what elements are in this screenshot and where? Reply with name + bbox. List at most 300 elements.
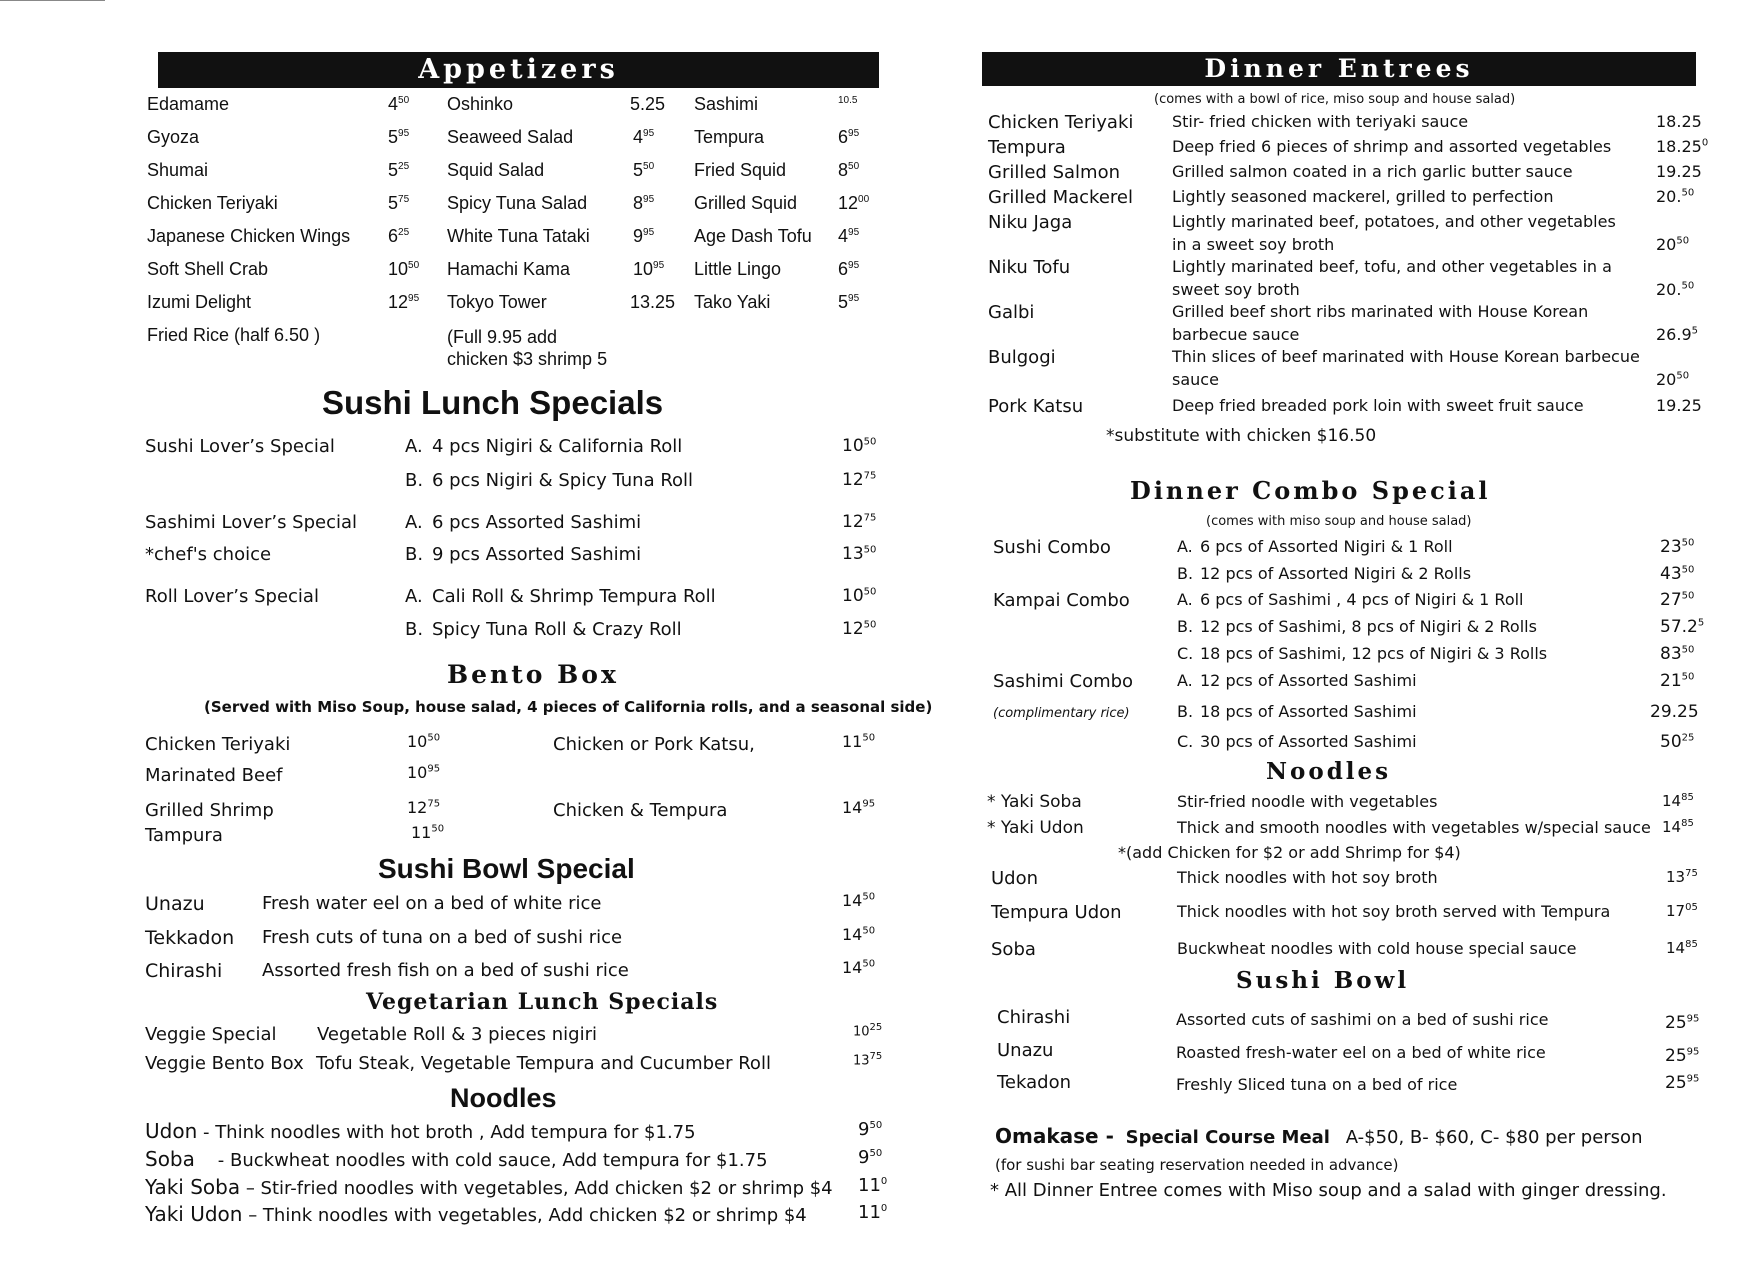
combo-price: [1660, 537, 1694, 557]
special-desc: Spicy Tuna Roll & Crazy Roll: [432, 619, 682, 640]
bento-title: Bento Box: [447, 660, 619, 689]
bento-item: Tampura: [145, 825, 223, 846]
combo-price: [1660, 671, 1694, 691]
combo-option: A.: [1177, 671, 1193, 690]
lunch-noodle-name: Yaki Soba: [145, 1175, 241, 1199]
lunch-noodle-price-main: 9: [858, 1119, 870, 1140]
appetizer-price-main: 12: [838, 193, 859, 213]
special-option: B.: [405, 470, 424, 491]
dinner-noodle-name: Udon: [991, 868, 1039, 889]
combo-price: [1660, 644, 1694, 664]
entree-price-cents: 50: [1676, 235, 1690, 247]
veg-price: [853, 1051, 882, 1068]
fried-rice-note-2: chicken $3 shrimp 5: [447, 349, 608, 369]
sushi-lunch-title: Sushi Lunch Specials: [322, 384, 664, 421]
bento-price-main: 10: [407, 732, 428, 751]
special-price: [842, 436, 876, 456]
entree-price-main: 19.25: [1656, 396, 1702, 415]
special-price-main: 12: [842, 619, 864, 639]
appetizer-price: [388, 226, 409, 247]
lunch-noodle-row: [145, 1202, 807, 1226]
appetizer-name: Tempura: [694, 127, 765, 147]
appetizer-price: [838, 160, 859, 181]
bento-item: Chicken & Tempura: [553, 800, 728, 821]
entree-desc-line-2: sauce: [1172, 370, 1219, 389]
special-option: B.: [405, 544, 424, 565]
combo-name: Sushi Combo: [993, 537, 1111, 558]
bento-price: [407, 763, 440, 782]
combo-price: [1660, 617, 1704, 637]
appetizer-price-main: 10: [388, 259, 409, 279]
entree-desc-line-2: in a sweet soy broth: [1172, 235, 1335, 254]
omakase-line: [995, 1124, 1642, 1148]
entree-desc: Lightly marinated beef, tofu, and other vegetables in a: [1172, 257, 1612, 276]
entree-name: Grilled Mackerel: [988, 187, 1133, 208]
dinner-noodle-desc: Stir-fried noodle with vegetables: [1177, 792, 1438, 811]
dinner-bowl-price-cents: 95: [1686, 1013, 1700, 1025]
bowl-special-price-cents: 50: [862, 958, 876, 970]
appetizer-price-cents: 95: [848, 260, 860, 271]
appetizer-price-main: 10: [633, 259, 654, 279]
appetizer-name: Squid Salad: [447, 160, 545, 180]
special-desc: 4 pcs Nigiri & California Roll: [432, 436, 683, 457]
appetizer-name: Tako Yaki: [694, 292, 771, 312]
omakase-course: Special Course Meal: [1125, 1127, 1330, 1148]
bowl-special-desc: Assorted fresh fish on a bed of sushi rice: [262, 960, 629, 981]
entree-price-main: 20: [1656, 370, 1677, 389]
appetizer-price-cents: 50: [848, 161, 860, 172]
combo-desc: 30 pcs of Assorted Sashimi: [1200, 732, 1417, 751]
appetizer-name: Hamachi Kama: [447, 259, 571, 279]
appetizer-price-cents: 95: [398, 128, 410, 139]
appetizer-price-main: 6: [838, 127, 849, 147]
appetizer-price-cents: 95: [653, 260, 665, 271]
entree-price: [1656, 325, 1698, 344]
lunch-noodle-row: [145, 1175, 833, 1199]
combo-label-note: (complimentary rice): [993, 706, 1130, 721]
appetizers-header: [158, 52, 879, 88]
veg-price: [853, 1022, 882, 1039]
appetizer-price-cents: 95: [643, 128, 655, 139]
dinner-noodle-price: [1662, 792, 1694, 810]
lunch-noodle-name: Soba: [145, 1147, 195, 1171]
appetizer-name: Seaweed Salad: [447, 127, 574, 147]
appetizer-price: [388, 292, 419, 313]
lunch-noodles-title: Noodles: [450, 1083, 557, 1113]
appetizer-price: [633, 226, 654, 247]
appetizer-price: [633, 127, 654, 148]
entree-name: Niku Tofu: [988, 257, 1071, 278]
appetizer-price-cents: 95: [643, 227, 655, 238]
dinner-sushi-bowl-title: Sushi Bowl: [1236, 967, 1410, 994]
omakase-prices: A-$50, B- $60, C- $80 per person: [1345, 1127, 1643, 1148]
appetizer-price-cents: 95: [643, 194, 655, 205]
bowl-special-price-cents: 50: [862, 925, 876, 937]
combo-name: Kampai Combo: [993, 590, 1130, 611]
combo-desc: 6 pcs of Sashimi , 4 pcs of Nigiri & 1 Roll: [1200, 590, 1524, 609]
bento-price-main: 14: [842, 798, 863, 817]
special-desc: 6 pcs Nigiri & Spicy Tuna Roll: [432, 470, 694, 491]
dinner-noodle-desc: Buckwheat noodles with cold house special sauce: [1177, 939, 1577, 958]
entree-name: Niku Jaga: [988, 212, 1073, 233]
dinner-entrees-note: (comes with a bowl of rice, miso soup and house salad): [1154, 92, 1516, 107]
bento-price-cents: 95: [427, 763, 441, 775]
entree-name: Pork Katsu: [988, 396, 1084, 417]
veg-price-main: 10: [853, 1024, 870, 1040]
appetizer-name: Japanese Chicken Wings: [147, 226, 351, 246]
dinner-bowl-price: [1665, 1046, 1699, 1066]
bento-price-cents: 50: [862, 732, 876, 744]
lunch-noodle-row: [145, 1119, 696, 1143]
appetizer-price: [388, 160, 409, 181]
lunch-noodle-desc: – Think noodles with vegetables, Add chicken $2 or shrimp $4: [242, 1205, 807, 1226]
combo-price-cents: 50: [1681, 564, 1695, 576]
bento-price-main: 10: [407, 763, 428, 782]
appetizer-price: [838, 127, 859, 148]
bento-price: [411, 823, 444, 842]
bowl-special-price-cents: 50: [862, 891, 876, 903]
combo-price: [1660, 590, 1694, 610]
dinner-bowl-name: Chirashi: [997, 1007, 1071, 1028]
appetizer-price-cents: 95: [848, 293, 860, 304]
dinner-noodle-price-main: 13: [1666, 868, 1686, 886]
bento-price-main: 11: [411, 823, 432, 842]
special-option: A.: [405, 436, 423, 457]
entree-name: Chicken Teriyaki: [988, 112, 1134, 133]
dinner-noodle-price-main: 17: [1666, 902, 1686, 920]
dinner-noodle-name: * Yaki Soba: [987, 792, 1082, 812]
lunch-noodle-desc: – Stir-fried noodles with vegetables, Add chicken $2 or shrimp $4: [240, 1178, 833, 1199]
appetizer-price-main: 9: [633, 226, 644, 246]
dinner-bowl-name: Tekadon: [997, 1072, 1071, 1093]
combo-desc: 6 pcs of Assorted Nigiri & 1 Roll: [1200, 537, 1453, 556]
dinner-noodle-name: * Yaki Udon: [987, 818, 1084, 838]
bento-price: [407, 798, 440, 817]
special-price-cents: 50: [863, 436, 877, 448]
appetizer-name: Shumai: [147, 160, 209, 180]
appetizer-price: [838, 193, 869, 214]
dinner-entrees-header: [982, 52, 1696, 86]
appetizer-price-main: 5: [633, 160, 644, 180]
dinner-entrees-title: Dinner Entrees: [1204, 54, 1474, 83]
special-price-cents: 50: [863, 619, 877, 631]
veg-name: Veggie Special: [145, 1024, 277, 1045]
entree-desc: Lightly marinated beef, potatoes, and other vegetables: [1172, 212, 1616, 231]
bento-price: [407, 732, 440, 751]
appetizer-name: Fried Squid: [694, 160, 787, 180]
entree-price: [1656, 187, 1694, 206]
special-desc: 6 pcs Assorted Sashimi: [432, 512, 642, 533]
entree-desc-line-2: barbecue sauce: [1172, 325, 1300, 344]
entree-name: Grilled Salmon: [988, 162, 1120, 183]
lunch-noodle-price: [858, 1147, 882, 1168]
combo-price-cents: 50: [1681, 644, 1695, 656]
bento-item: Chicken Teriyaki: [145, 734, 291, 755]
lunch-noodle-name: Udon: [145, 1119, 198, 1143]
appetizer-price-main: 4: [388, 94, 399, 114]
entree-desc: Deep fried breaded pork loin with sweet fruit sauce: [1172, 396, 1584, 415]
dinner-noodle-price-main: 14: [1662, 792, 1682, 810]
entree-price: [1656, 235, 1689, 254]
appetizer-name: Izumi Delight: [147, 292, 252, 312]
dinner-noodle-price-main: 14: [1662, 818, 1682, 836]
lunch-noodle-price-cents: 0: [880, 1176, 888, 1187]
special-price: [842, 470, 876, 490]
bento-item: Chicken or Pork Katsu,: [553, 734, 755, 755]
dinner-bowl-price: [1665, 1013, 1699, 1033]
appetizer-price-main: 4: [633, 127, 644, 147]
appetizer-price: [838, 94, 857, 115]
bowl-special-desc: Fresh cuts of tuna on a bed of sushi rice: [262, 927, 623, 948]
appetizer-name: Tokyo Tower: [447, 292, 547, 312]
special-price: [842, 512, 876, 532]
bowl-special-price-main: 14: [842, 925, 863, 944]
appetizer-name: Sashimi: [694, 94, 759, 114]
combo-price-main: 29.25: [1650, 702, 1699, 722]
lunch-noodle-price: [858, 1119, 882, 1140]
special-label: Sashimi Lover’s Special: [145, 512, 358, 533]
special-label: Roll Lover’s Special: [145, 586, 319, 607]
dinner-noodle-name: Soba: [991, 939, 1036, 960]
lunch-noodle-name: Yaki Udon: [145, 1202, 243, 1226]
appetizer-name: Age Dash Tofu: [694, 226, 812, 246]
entree-price-cents: 50: [1681, 187, 1695, 199]
dinner-combo-note: (comes with miso soup and house salad): [1206, 514, 1472, 529]
special-label: Sushi Lover’s Special: [145, 436, 335, 457]
bowl-special-price: [842, 891, 875, 910]
entree-desc: Thin slices of beef marinated with House Korean barbecue: [1172, 347, 1640, 366]
combo-price-cents: 5: [1697, 617, 1705, 629]
appetizer-price-main: 8: [838, 160, 849, 180]
special-price: [842, 586, 876, 606]
appetizer-price-cents: 95: [408, 293, 420, 304]
entree-price: [1656, 280, 1694, 299]
lunch-noodle-price-cents: 50: [869, 1120, 883, 1131]
veg-desc: Vegetable Roll & 3 pieces nigiri: [317, 1024, 597, 1045]
entree-price-cents: 5: [1691, 325, 1698, 337]
dinner-noodle-price-cents: 75: [1685, 868, 1698, 879]
dinner-combo-title: Dinner Combo Special: [1130, 476, 1491, 505]
dinner-noodle-price: [1666, 868, 1698, 886]
dinner-bowl-price-cents: 95: [1686, 1046, 1700, 1058]
special-price-cents: 50: [863, 544, 877, 556]
dinner-bowl-price: [1665, 1073, 1699, 1093]
appetizer-price-main: 5: [388, 193, 399, 213]
appetizer-price-main: 8: [633, 193, 644, 213]
entree-price-cents: 0: [1701, 137, 1709, 149]
entree-desc: Deep fried 6 pieces of shrimp and assorted vegetables: [1172, 137, 1612, 156]
dinner-noodle-desc: Thick and smooth noodles with vegetables w/special sauce: [1177, 818, 1651, 837]
veg-name: Veggie Bento Box: [145, 1053, 304, 1074]
entree-name: Bulgogi: [988, 347, 1056, 368]
lunch-noodle-price-main: 11: [858, 1202, 881, 1223]
special-option: B.: [405, 619, 424, 640]
bento-note: (Served with Miso Soup, house salad, 4 pieces of California rolls, and a seasonal side): [204, 698, 933, 716]
combo-price-cents: 50: [1681, 537, 1695, 549]
combo-desc: 12 pcs of Assorted Sashimi: [1200, 671, 1417, 690]
combo-option: C.: [1177, 644, 1194, 663]
combo-desc: 12 pcs of Assorted Nigiri & 2 Rolls: [1200, 564, 1472, 583]
appetizer-price: [388, 193, 409, 214]
lunch-noodle-price-main: 9: [858, 1147, 870, 1168]
appetizer-price: [633, 259, 664, 280]
bowl-special-name: Chirashi: [145, 960, 223, 982]
dinner-bowl-name: Unazu: [997, 1040, 1054, 1061]
appetizer-price-cents: 50: [398, 95, 410, 106]
appetizer-price-cents: 50: [408, 260, 420, 271]
dinner-substitute-note: *substitute with chicken $16.50: [1106, 426, 1377, 446]
veg-price-main: 13: [853, 1053, 870, 1069]
lunch-noodle-desc: - Buckwheat noodles with cold sauce, Add tempura for $1.75: [194, 1150, 768, 1171]
combo-price-main: 27: [1660, 590, 1682, 610]
appetizer-name: White Tuna Tataki: [447, 226, 590, 246]
entree-price: [1656, 112, 1702, 131]
bowl-special-price-main: 14: [842, 958, 863, 977]
dinner-noodle-price-cents: 85: [1685, 939, 1698, 950]
entree-price-main: 20: [1656, 235, 1677, 254]
appetizer-price: [838, 226, 859, 247]
dinner-noodle-price-cents: 85: [1681, 818, 1694, 829]
combo-option: A.: [1177, 537, 1193, 556]
lunch-noodle-desc: - Think noodles with hot broth , Add tempura for $1.75: [197, 1122, 696, 1143]
special-price-main: 13: [842, 544, 864, 564]
dinner-bowl-price-main: 25: [1665, 1046, 1687, 1066]
combo-desc: 12 pcs of Sashimi, 8 pcs of Nigiri & 2 Rolls: [1200, 617, 1537, 636]
appetizer-name: Edamame: [147, 94, 230, 114]
dinner-bowl-price-main: 25: [1665, 1073, 1687, 1093]
entree-price: [1656, 370, 1689, 389]
appetizer-name: Soft Shell Crab: [147, 259, 269, 279]
special-price-main: 12: [842, 470, 864, 490]
bento-item: Marinated Beef: [145, 765, 283, 786]
combo-price-main: 21: [1660, 671, 1682, 691]
appetizer-price-main: 5.25: [630, 94, 666, 114]
lunch-noodle-price-cents: 50: [869, 1148, 883, 1159]
appetizer-price: [388, 127, 409, 148]
entree-price-main: 19.25: [1656, 162, 1702, 181]
entree-name: Galbi: [988, 302, 1035, 323]
dinner-noodle-desc: Thick noodles with hot soy broth: [1177, 868, 1438, 887]
combo-price-main: 50: [1660, 732, 1682, 752]
combo-price: [1660, 732, 1694, 752]
dinner-noodle-price: [1666, 902, 1698, 920]
combo-option: C.: [1177, 732, 1194, 751]
appetizer-price-main: 5: [838, 292, 849, 312]
entree-price-main: 18.25: [1656, 137, 1702, 156]
combo-option: B.: [1177, 617, 1194, 636]
appetizer-price-main: 4: [838, 226, 849, 246]
appetizer-price-cents: 75: [398, 194, 410, 205]
dinner-footer-note: * All Dinner Entree comes with Miso soup and a salad with ginger dressing.: [990, 1180, 1667, 1201]
special-option: A.: [405, 512, 423, 533]
appetizer-name: Grilled Squid: [694, 193, 798, 213]
appetizers-title: Appetizers: [418, 54, 619, 85]
entree-price-cents: 50: [1676, 370, 1690, 382]
appetizer-price-cents: 95: [848, 227, 860, 238]
entree-price-main: 20.: [1656, 280, 1682, 299]
bento-price-cents: 50: [427, 732, 441, 744]
bento-item: Grilled Shrimp: [145, 800, 274, 821]
appetizer-price: [633, 193, 654, 214]
combo-name: Sashimi Combo: [993, 671, 1134, 692]
combo-price-main: 83: [1660, 644, 1682, 664]
scan-edge-line: [0, 0, 105, 1]
lunch-noodle-price: [858, 1175, 887, 1196]
appetizer-price-cents: 95: [848, 128, 860, 139]
appetizer-price: [838, 292, 859, 313]
special-label: *chef's choice: [145, 544, 272, 565]
entree-price: [1656, 396, 1702, 415]
appetizer-price: [630, 94, 665, 115]
bowl-special-price: [842, 958, 875, 977]
veg-desc: Tofu Steak, Vegetable Tempura and Cucumber Roll: [316, 1053, 771, 1074]
appetizer-name: Spicy Tuna Salad: [447, 193, 588, 213]
entree-price-main: 26.9: [1656, 325, 1692, 344]
appetizer-price-main: 6: [838, 259, 849, 279]
lunch-noodle-price: [858, 1202, 887, 1223]
combo-price-cents: 50: [1681, 671, 1695, 683]
dinner-noodle-price-main: 14: [1666, 939, 1686, 957]
bento-price: [842, 798, 875, 817]
special-desc: Cali Roll & Shrimp Tempura Roll: [432, 586, 716, 607]
special-price-main: 12: [842, 512, 864, 532]
entree-price: [1656, 137, 1708, 156]
entree-price-main: 18.25: [1656, 112, 1702, 131]
special-price-cents: 50: [863, 586, 877, 598]
entree-price-cents: 50: [1681, 280, 1695, 292]
appetizer-price-cents: 50: [643, 161, 655, 172]
combo-price-cents: 50: [1681, 590, 1695, 602]
combo-price-main: 43: [1660, 564, 1682, 584]
bowl-special-price: [842, 925, 875, 944]
appetizer-price-cents: 25: [398, 227, 410, 238]
appetizer-price: [388, 94, 409, 115]
appetizer-price-cents: 10.5: [838, 95, 858, 106]
special-option: A.: [405, 586, 423, 607]
bento-price-main: 11: [842, 732, 863, 751]
dinner-noodle-name: Tempura Udon: [991, 902, 1122, 923]
special-price-cents: 75: [863, 470, 877, 482]
omakase-note: (for sushi bar seating reservation needed in advance): [995, 1156, 1399, 1174]
appetizer-price: [633, 160, 654, 181]
dinner-bowl-price-cents: 95: [1686, 1073, 1700, 1085]
dinner-bowl-desc: Roasted fresh-water eel on a bed of white rice: [1176, 1043, 1546, 1062]
appetizer-price: [388, 259, 419, 280]
bento-price-cents: 50: [431, 823, 445, 835]
appetizer-price-main: 6: [388, 226, 399, 246]
lunch-noodle-price-main: 11: [858, 1175, 881, 1196]
entree-desc: Stir- fried chicken with teriyaki sauce: [1172, 112, 1469, 131]
special-price-main: 10: [842, 436, 864, 456]
bento-price-cents: 95: [862, 798, 876, 810]
entree-desc: Lightly seasoned mackerel, grilled to perfection: [1172, 187, 1554, 206]
combo-desc: 18 pcs of Sashimi, 12 pcs of Nigiri & 3 Rolls: [1200, 644, 1548, 663]
appetizer-price-cents: 00: [858, 194, 870, 205]
special-price-cents: 75: [863, 512, 877, 524]
vegetarian-lunch-title: Vegetarian Lunch Specials: [366, 989, 719, 1015]
dinner-bowl-desc: Assorted cuts of sashimi on a bed of sushi rice: [1176, 1010, 1549, 1029]
bowl-special-name: Tekkadon: [145, 927, 235, 949]
fried-rice-note-1: (Full 9.95 add: [447, 327, 558, 347]
special-price-main: 10: [842, 586, 864, 606]
entree-desc: Grilled salmon coated in a rich garlic butter sauce: [1172, 162, 1573, 181]
combo-price: [1650, 702, 1699, 722]
entree-price: [1656, 162, 1702, 181]
special-desc: 9 pcs Assorted Sashimi: [432, 544, 642, 565]
combo-option: B.: [1177, 702, 1194, 721]
appetizer-name: Chicken Teriyaki: [147, 193, 278, 213]
lunch-noodle-row: [145, 1147, 768, 1171]
